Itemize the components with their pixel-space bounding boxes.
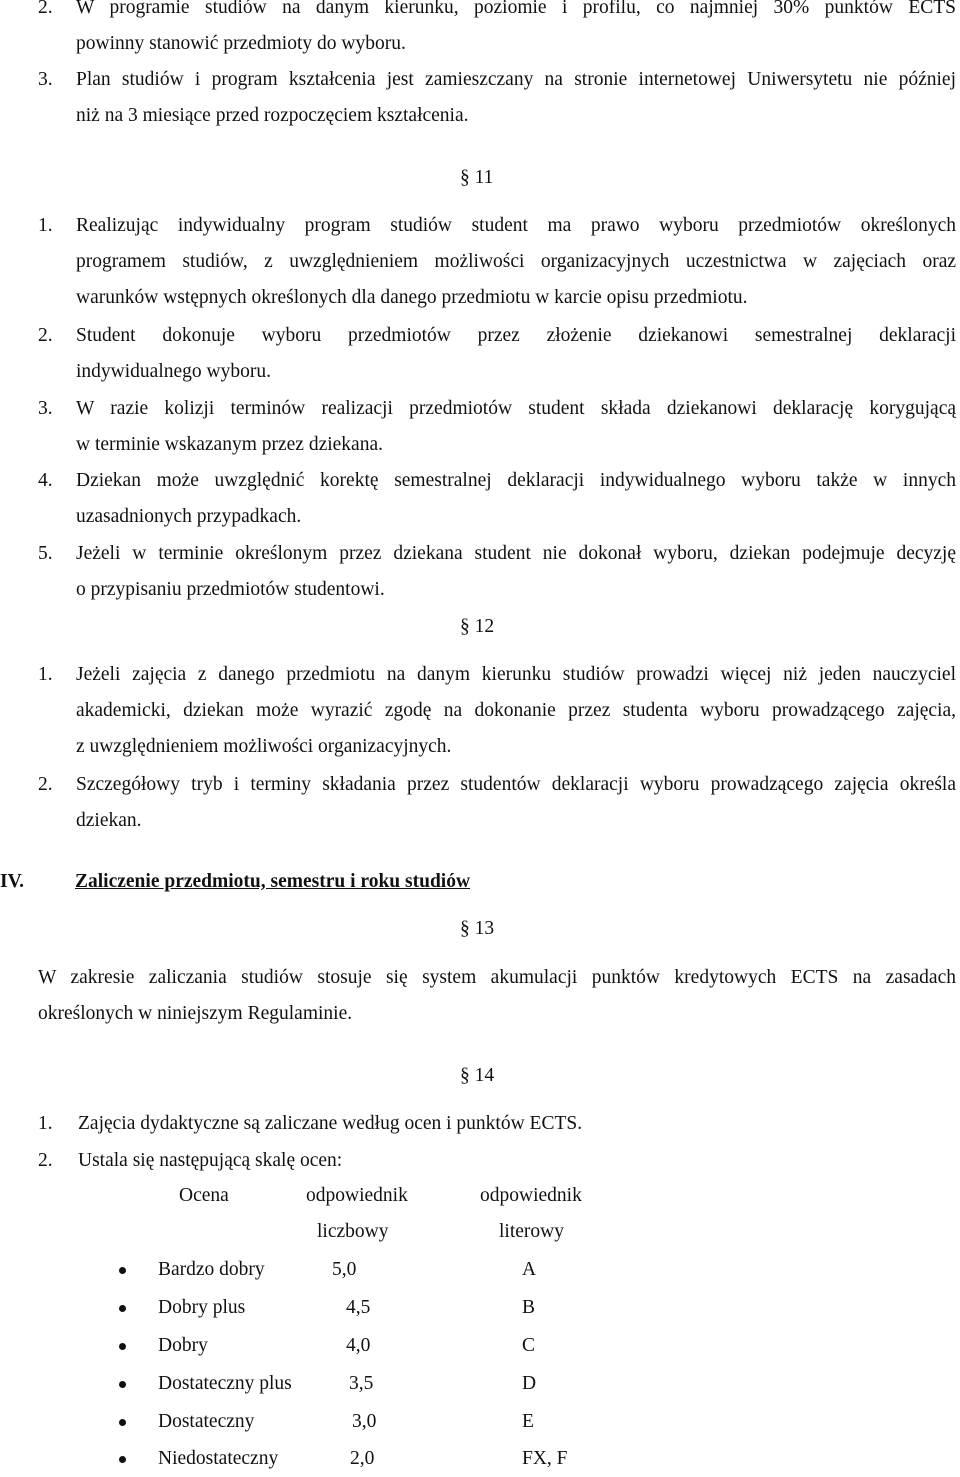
item-number: 1. xyxy=(38,215,53,236)
item-number: 2. xyxy=(38,0,53,18)
grade-letter: FX, F xyxy=(522,1448,568,1469)
item-number: 4. xyxy=(38,470,53,491)
bullet-icon xyxy=(119,1381,126,1388)
section-marker: § 11 xyxy=(460,167,494,188)
grade-number: 5,0 xyxy=(332,1259,357,1280)
list-item xyxy=(38,208,956,316)
item-text xyxy=(76,391,956,463)
grade-letter: D xyxy=(522,1373,537,1394)
item-text xyxy=(76,318,956,390)
text-line: programem studiów, z uwzględnieniem możliwości organizacyjnych uczestnictwa w zajęciach oraz xyxy=(76,251,956,272)
bullet-icon xyxy=(119,1267,126,1274)
list-item xyxy=(38,1143,956,1179)
item-text xyxy=(76,62,956,134)
item-text xyxy=(76,767,956,839)
grade-col-header: liczbowy xyxy=(317,1221,389,1242)
grade-name: Dobry xyxy=(158,1335,208,1356)
text-line: W programie studiów na danym kierunku, poziomie i profilu, co najmniej 30% punktów ECTS xyxy=(76,0,956,18)
grade-col-header: Ocena xyxy=(179,1185,229,1206)
grade-name: Dostateczny xyxy=(158,1411,255,1432)
item-number: 2. xyxy=(38,774,53,795)
text-line: Jeżeli w terminie określonym przez dziekana student nie dokonał wyboru, dziekan podejmuje decyzję xyxy=(76,543,956,564)
text-line: Realizując indywidualny program studiów student ma prawo wyboru przedmiotów określonych xyxy=(76,215,956,236)
grade-name: Niedostateczny xyxy=(158,1448,279,1469)
text-line: Plan studiów i program kształcenia jest zamieszczany na stronie internetowej Uniwersytetu nie później xyxy=(76,69,956,90)
item-text xyxy=(78,1106,956,1142)
grade-name: Dobry plus xyxy=(158,1297,246,1318)
text-line: dziekan. xyxy=(76,810,142,831)
text-line: uzasadnionych przypadkach. xyxy=(76,506,302,527)
text-line: Jeżeli zajęcia z danego przedmiotu na danym kierunku studiów prowadzi więcej niż jeden nauczyciel xyxy=(76,664,956,685)
text-line: w terminie wskazanym przez dziekana. xyxy=(76,434,383,455)
text-line: Zajęcia dydaktyczne są zaliczane według ocen i punktów ECTS. xyxy=(78,1113,583,1134)
section-marker: § 14 xyxy=(460,1065,495,1086)
grade-number: 3,0 xyxy=(352,1411,377,1432)
item-number: 1. xyxy=(38,664,53,685)
grade-col-header: odpowiednik xyxy=(480,1185,582,1206)
grade-number: 2,0 xyxy=(350,1448,375,1469)
text-line: W zakresie zaliczania studiów stosuje się system akumulacji punktów kredytowych ECTS na zasadach xyxy=(38,967,956,988)
grade-name: Bardzo dobry xyxy=(158,1259,265,1280)
bullet-icon xyxy=(119,1419,126,1426)
text-line: z uwzględnieniem możliwości organizacyjnych. xyxy=(76,736,452,757)
text-line: indywidualnego wyboru. xyxy=(76,361,271,382)
item-text xyxy=(76,536,956,608)
grade-number: 4,0 xyxy=(346,1335,371,1356)
bullet-icon xyxy=(119,1456,126,1463)
text-line: niż na 3 miesiące przed rozpoczęciem kształcenia. xyxy=(76,105,469,126)
item-number: 3. xyxy=(38,398,53,419)
text-line: W razie kolizji terminów realizacji przedmiotów student składa dziekanowi deklarację korygującą xyxy=(76,398,956,419)
list-item xyxy=(38,391,956,463)
section-marker: § 13 xyxy=(460,918,495,939)
text-line: określonych w niniejszym Regulaminie. xyxy=(38,1003,353,1024)
grade-letter: B xyxy=(522,1297,536,1318)
grade-letter: E xyxy=(522,1411,534,1432)
item-text xyxy=(76,657,956,765)
text-line: o przypisaniu przedmiotów studentowi. xyxy=(76,579,385,600)
list-item xyxy=(38,0,956,62)
section-marker: § 12 xyxy=(460,616,495,637)
list-item xyxy=(38,318,956,390)
text-line: Szczegółowy tryb i terminy składania przez studentów deklaracji wyboru prowadzącego zajęcia określa xyxy=(76,774,956,795)
text-line: powinny stanowić przedmioty do wyboru. xyxy=(76,33,406,54)
text-line: Dziekan może uwzględnić korektę semestralnej deklaracji indywidualnego wyboru także w innych xyxy=(76,470,956,491)
chapter-number: IV. xyxy=(0,871,25,892)
grade-col-header: literowy xyxy=(499,1221,564,1242)
bullet-icon xyxy=(119,1305,126,1312)
item-number: 2. xyxy=(38,1150,53,1171)
grade-letter: A xyxy=(522,1259,537,1280)
item-text xyxy=(76,463,956,535)
text-line: Student dokonuje wyboru przedmiotów przez złożenie dziekanowi semestralnej deklaracji xyxy=(76,325,956,346)
item-number: 1. xyxy=(38,1113,53,1134)
grade-number: 3,5 xyxy=(349,1373,374,1394)
paragraph xyxy=(38,960,956,1032)
item-number: 5. xyxy=(38,543,53,564)
list-item xyxy=(38,657,956,765)
item-number: 2. xyxy=(38,325,53,346)
text-line: Ustala się następującą skalę ocen: xyxy=(78,1150,343,1171)
list-item xyxy=(38,463,956,535)
text-line: akademicki, dziekan może wyrazić zgodę na dokonanie przez studenta wyboru prowadzącego zajęcia, xyxy=(76,700,956,721)
list-item xyxy=(38,1106,956,1142)
grade-name: Dostateczny plus xyxy=(158,1373,292,1394)
item-text xyxy=(78,1143,956,1179)
list-item xyxy=(38,536,956,608)
list-item xyxy=(38,767,956,839)
grade-col-header: odpowiednik xyxy=(306,1185,408,1206)
grade-number: 4,5 xyxy=(346,1297,371,1318)
bullet-icon xyxy=(119,1343,126,1350)
item-text xyxy=(76,208,956,316)
text-line: warunków wstępnych określonych dla danego przedmiotu w karcie opisu przedmiotu. xyxy=(76,287,748,308)
chapter-title: Zaliczenie przedmiotu, semestru i roku studiów xyxy=(75,871,471,892)
grade-letter: C xyxy=(522,1335,536,1356)
list-item xyxy=(38,62,956,134)
item-text xyxy=(76,0,956,62)
item-number: 3. xyxy=(38,69,53,90)
